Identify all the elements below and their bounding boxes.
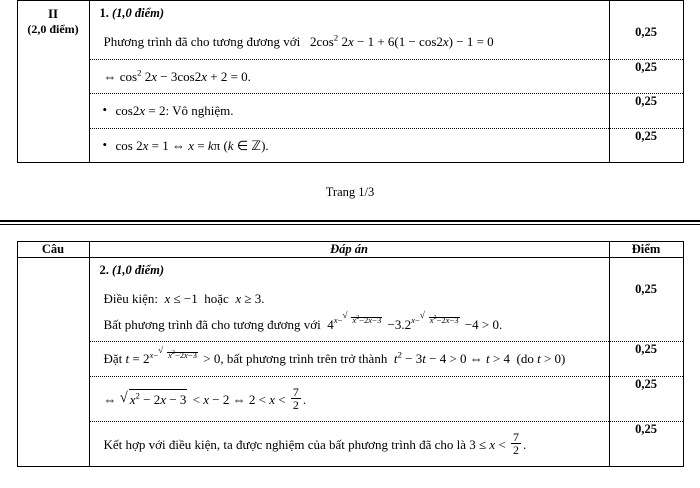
table-row [17,421,683,466]
answer-formula: x ≤ −1 hoặc x ≥ 3. [164,291,265,306]
part-number: 2. [99,263,109,277]
table-row [17,258,683,283]
header-dapan: Đáp án [89,242,609,258]
header-diem: Điểm [609,242,683,258]
table-header-row [17,242,683,258]
table-row [17,1,683,26]
answer-formula: ⇔ √ $x^2 - 2x - 3 < x - 2$ ⇔ 2 < x < $\frac{7}{2}$ . [104,392,307,407]
table-row [17,59,683,94]
answer-formula: $2\cos^2$ 2x − 1 + 6(1 − cos2x) − 1 = 0 [309,32,494,49]
part-heading-text: (1,0 điểm) [112,263,165,277]
spacer [0,225,700,241]
score-cell: 0,25 [609,128,683,163]
answer-line [90,25,609,59]
answer-cell [89,376,609,421]
question-label-main: II [47,6,59,21]
answer-cell [89,59,609,94]
answer-formula: Kết hợp với điều kiện, ta được nghiệm của bất phương trình đã cho là 3 ≤ x < $\frac{7}{2}$ . [103,429,527,458]
score-cell: 0,25 [609,342,683,377]
table-row [17,376,683,421]
table-row [17,342,683,377]
answer-table-top [17,0,684,163]
part-heading [90,1,609,25]
part-number: 1. [99,6,109,20]
page-number: Trang 1/3 [325,185,375,199]
table-row [17,282,683,342]
answer-cell [89,421,609,466]
part-heading [90,258,609,282]
answer-line [90,60,609,94]
answer-cell [89,94,609,129]
answer-formula: cos2x = 2: Vô nghiệm. [115,103,234,118]
part-heading-cell [89,1,609,26]
answer-text: Điều kiện: [103,291,159,306]
score-cell-empty [609,258,683,283]
score-cell: 0,25 [609,376,683,421]
score-cell: 0,25 [609,282,683,342]
score-cell: 0,25 [609,421,683,466]
answer-cell [89,128,609,163]
part-heading-text: (1,0 điểm) [112,6,165,20]
answer-line [90,311,609,342]
answer-line [90,129,609,163]
answer-text: Bất phương trình đã cho tương đương với [103,316,321,332]
question-number-cell [17,258,89,467]
table-row [17,25,683,59]
answer-text: Phương trình đã cho tương đương với [103,34,301,49]
question-label-sub: (2,0 điểm) [27,22,79,36]
answer-table-bottom [17,241,684,467]
answer-formula: ⇔ $\cos^2 2x - 3\cos 2x + 2 = 0$. [103,67,251,84]
answer-cell [89,25,609,59]
table-row [17,128,683,163]
answer-line [90,282,609,311]
page-break-rule-thick [0,220,700,222]
answer-formula: $4^{x- √ x^2-2x-3} -3.2^{x- √ x^2-2x-3} -4 > 0$. [324,317,502,332]
score-cell: 0,25 [609,59,683,94]
answer-line [90,94,609,128]
answer-formula: cos 2x = 1 ⇔ x = kπ (k ∈ ℤ). [115,137,269,153]
score-cell-empty [609,1,683,26]
score-cell: 0,25 [609,94,683,129]
question-number-cell [17,1,89,163]
answer-line [90,342,609,376]
table-row [17,94,683,129]
answer-line [90,422,609,466]
part-heading-cell [89,258,609,283]
answer-cell [89,282,609,342]
answer-cell [89,342,609,377]
score-cell: 0,25 [609,25,683,59]
answer-formula: Đặt $t = 2^{x- √ x^2-2x-3} > 0$, bất phương trình trên trở thành $t^2 - 3t - 4 > 0$ ⇔ t > 4 (do t > 0) [104,351,566,366]
header-cau: Câu [17,242,89,258]
answer-line [90,377,609,421]
